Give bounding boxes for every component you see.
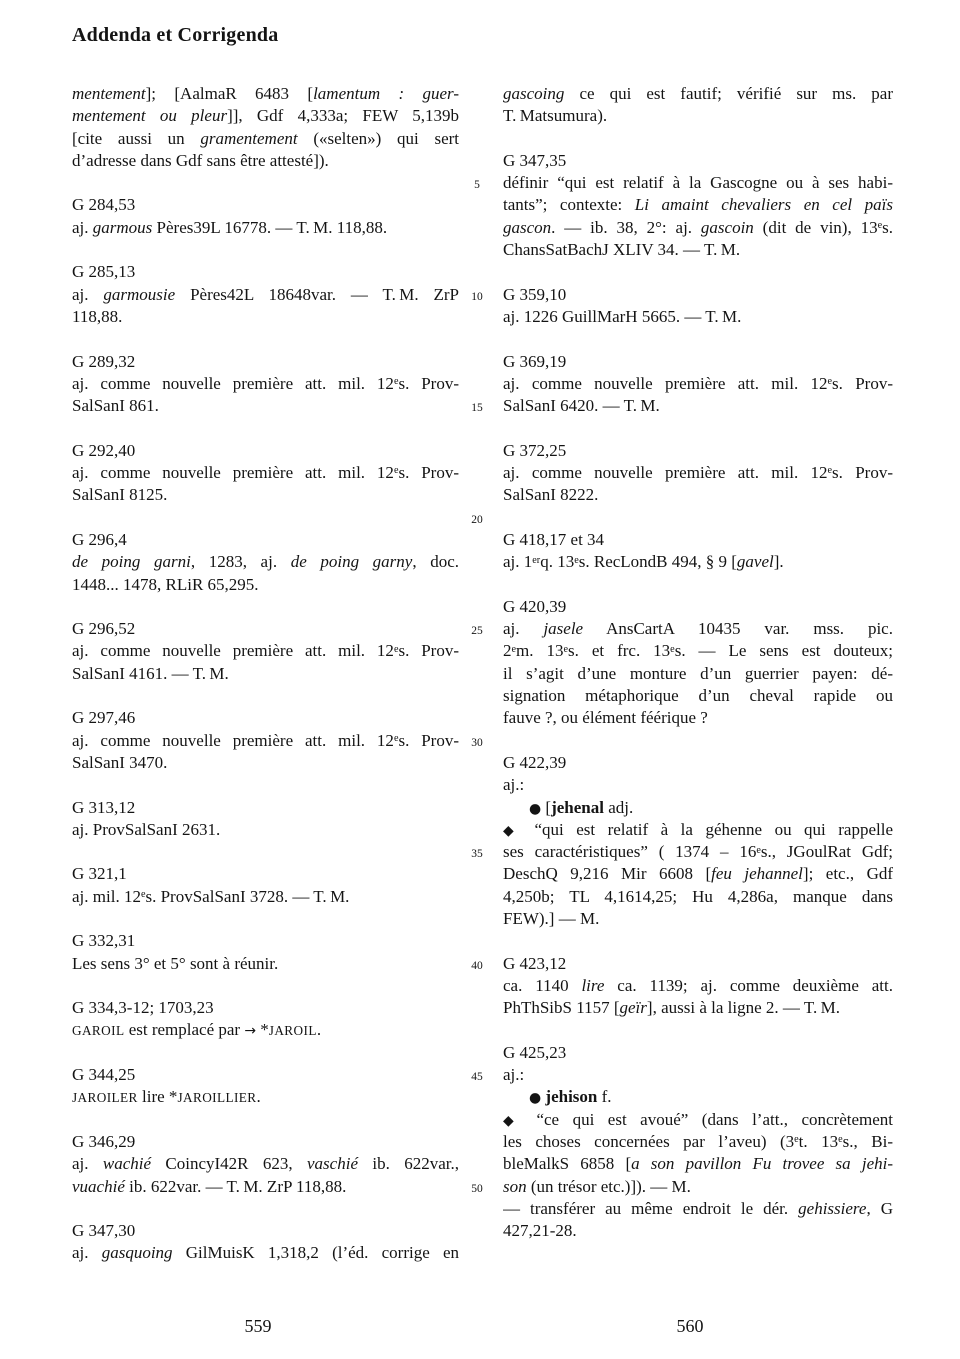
- text-line: SalSanI 4161. — T. M.: [72, 663, 229, 683]
- text-line: G 297,46: [72, 708, 136, 728]
- text-line: GAROIL est remplacé par → *JAROIL.: [72, 1020, 322, 1040]
- text-line: G 422,39: [503, 752, 567, 772]
- text-line: [503, 128, 893, 150]
- text-line: G 334,3-12; 1703,23: [72, 998, 214, 1018]
- text-line: SalSanI 3470.: [72, 752, 168, 772]
- text-line: ChansSatBachJ XLIV 34. — T. M.: [503, 240, 741, 260]
- text-line: 4,250b; TL 4,1614,25; Hu 4,286a, manque dans: [503, 886, 893, 906]
- text-line: G 418,17 et 34: [503, 529, 605, 549]
- text-line: SalSanI 8222.: [503, 485, 599, 505]
- text-line: ◆ “qui est relatif à la géhenne ou qui rappelle: [503, 819, 893, 839]
- text-line: [72, 685, 459, 707]
- text-line: de poing garni, 1283, aj. de poing garny, doc.: [72, 552, 459, 572]
- text-line: G 347,30: [72, 1221, 136, 1241]
- text-line: G 344,25: [72, 1065, 136, 1085]
- page-number-right: 560: [676, 1316, 704, 1336]
- text-line: JAROILER lire *JAROILLIER.: [72, 1087, 261, 1107]
- text-line: G 321,1: [72, 864, 127, 884]
- text-line: Les sens 3° et 5° sont à réunir.: [72, 953, 279, 973]
- text-line: G 420,39: [503, 596, 567, 616]
- text-line: aj. mil. 12es. ProvSalSanI 3728. — T. M.: [72, 886, 350, 906]
- text-line: aj.:: [503, 1065, 525, 1085]
- text-line: [72, 172, 459, 194]
- text-line: 2em. 13es. et frc. 13es. — Le sens est douteux;: [503, 641, 893, 661]
- line-number: 35: [471, 848, 483, 861]
- text-line: G 369,19: [503, 351, 567, 371]
- text-line: SalSanI 861.: [72, 396, 159, 416]
- column-left: [72, 83, 459, 1265]
- text-line: [503, 730, 893, 752]
- page-title: Addenda et Corrigenda: [72, 24, 279, 46]
- line-number: 45: [471, 1071, 483, 1084]
- line-number: 50: [471, 1182, 483, 1195]
- text-line: [cite aussi un gramentement («selten») qui sert: [72, 128, 459, 148]
- text-line: aj. comme nouvelle première att. mil. 12es. Prov-: [72, 730, 459, 750]
- text-line: G 292,40: [72, 440, 136, 460]
- text-line: bleMalkS 6858 [a son pavillon Fu trovee sa jehi-: [503, 1154, 893, 1174]
- text-line: G 284,53: [72, 195, 136, 215]
- text-line: G 425,23: [503, 1042, 567, 1062]
- line-number: 25: [471, 625, 483, 638]
- text-line: il s’agit d’une monture d’un guerrier payen: dé-: [503, 663, 893, 683]
- text-line: aj. 1226 GuillMarH 5665. — T. M.: [503, 306, 742, 326]
- text-line: ses caractéristiques” ( 1374 – 16es., JGoulRat Gdf;: [503, 842, 893, 862]
- text-line: mentement ou pleur]], Gdf 4,333a; FEW 5,139b: [72, 106, 459, 126]
- line-number-gutter: [460, 83, 494, 1283]
- line-number: 5: [474, 179, 480, 192]
- line-number: 40: [471, 959, 483, 972]
- text-line: ● jehison f.: [529, 1087, 612, 1107]
- text-line: aj. jasele AnsCartA 10435 var. mss. pic.: [503, 619, 893, 639]
- text-line: ● [jehenal adj.: [529, 797, 634, 817]
- line-number: 30: [471, 736, 483, 749]
- text-line: [503, 328, 893, 350]
- text-line: [503, 417, 893, 439]
- text-line: [72, 841, 459, 863]
- text-line: aj.:: [503, 775, 525, 795]
- text-line: mentement]; [AalmaR 6483 [lamentum : guer-: [72, 84, 459, 103]
- line-number: 20: [471, 513, 483, 526]
- text-line: [72, 774, 459, 796]
- text-line: [503, 1019, 893, 1041]
- text-line: tants”; contexte: Li amaint chevaliers en cel païs: [503, 195, 893, 215]
- text-line: [72, 1042, 459, 1064]
- text-line: [503, 574, 893, 596]
- text-line: [72, 596, 459, 618]
- text-line: [72, 328, 459, 350]
- text-line: SalSanI 8125.: [72, 485, 168, 505]
- text-line: — transférer au même endroit le dér. gehissiere, G: [503, 1198, 893, 1218]
- text-line: aj. gasquoing GilMuisK 1,318,2 (l’éd. corrige en: [72, 1243, 459, 1263]
- text-line: ◆ “ce qui est avoué” (dans l’att., concrètement: [503, 1109, 893, 1129]
- text-line: [72, 1198, 459, 1220]
- text-line: ca. 1140 lire ca. 1139; aj. comme deuxième att.: [503, 975, 893, 995]
- text-line: G 296,52: [72, 619, 136, 639]
- text-line: [503, 507, 893, 529]
- text-line: G 359,10: [503, 284, 567, 304]
- text-line: aj. comme nouvelle première att. mil. 12es. Prov-: [72, 641, 459, 661]
- text-line: DeschQ 9,216 Mir 6608 [feu jehannel]; etc., Gdf: [503, 864, 893, 884]
- text-line: [503, 261, 893, 283]
- text-line: T. Matsumura).: [503, 106, 608, 126]
- line-number: 15: [471, 402, 483, 415]
- text-line: les choses concernées par l’aveu) (3et. 13es., Bi-: [503, 1131, 893, 1151]
- text-line: son (un trésor etc.)]). — M.: [503, 1176, 691, 1196]
- text-line: définir “qui est relatif à la Gascogne ou à ses habi-: [503, 173, 893, 193]
- text-line: gascon. — ib. 38, 2°: aj. gascoin (dit de vin), 13es.: [503, 217, 893, 237]
- text-line: [72, 908, 459, 930]
- text-line: PhThSibS 1157 [geïr], aussi à la ligne 2. — T. M.: [503, 998, 840, 1018]
- text-line: aj. comme nouvelle première att. mil. 12es. Prov-: [72, 373, 459, 393]
- text-line: FEW).] — M.: [503, 908, 600, 928]
- text-line: 427,21-28.: [503, 1221, 577, 1241]
- text-line: [72, 417, 459, 439]
- text-line: G 423,12: [503, 953, 567, 973]
- text-line: aj. comme nouvelle première att. mil. 12es. Prov-: [503, 373, 893, 393]
- text-line: [503, 930, 893, 952]
- column-right: [503, 83, 893, 1242]
- text-line: 118,88.: [72, 306, 123, 326]
- text-line: SalSanI 6420. — T. M.: [503, 396, 660, 416]
- text-line: G 372,25: [503, 440, 567, 460]
- text-line: [72, 975, 459, 997]
- text-line: gascoing ce qui est fautif; vérifié sur ms. par: [503, 84, 893, 103]
- text-line: aj. 1erq. 13es. RecLondB 494, § 9 [gavel].: [503, 552, 784, 572]
- text-line: d’adresse dans Gdf sans être attesté]).: [72, 150, 329, 170]
- text-line: G 313,12: [72, 797, 136, 817]
- text-line: [72, 1109, 459, 1131]
- text-line: [72, 507, 459, 529]
- text-line: fauve ?, ou élément féérique ?: [503, 708, 708, 728]
- line-number: 10: [471, 290, 483, 303]
- text-line: aj. comme nouvelle première att. mil. 12es. Prov-: [503, 463, 893, 483]
- text-line: G 332,31: [72, 931, 136, 951]
- text-line: G 347,35: [503, 150, 567, 170]
- text-line: aj. wachié CoincyI42R 623, vaschié ib. 622var.,: [72, 1154, 459, 1174]
- text-line: signation métaphorique d’un cheval rapide ou: [503, 686, 893, 706]
- text-line: [72, 239, 459, 261]
- page-number-left: 559: [244, 1316, 272, 1336]
- text-line: G 346,29: [72, 1131, 136, 1151]
- text-line: G 296,4: [72, 529, 127, 549]
- text-line: aj. garmous Pères39L 16778. — T. M. 118,88.: [72, 217, 388, 237]
- text-line: G 285,13: [72, 262, 136, 282]
- text-line: aj. ProvSalSanI 2631.: [72, 819, 221, 839]
- text-line: G 289,32: [72, 351, 136, 371]
- text-line: aj. comme nouvelle première att. mil. 12es. Prov-: [72, 463, 459, 483]
- text-line: aj. garmousie Pères42L 18648var. — T. M. ZrP: [72, 284, 459, 304]
- text-line: 1448... 1478, RLiR 65,295.: [72, 574, 259, 594]
- text-line: vuachié ib. 622var. — T. M. ZrP 118,88.: [72, 1176, 347, 1196]
